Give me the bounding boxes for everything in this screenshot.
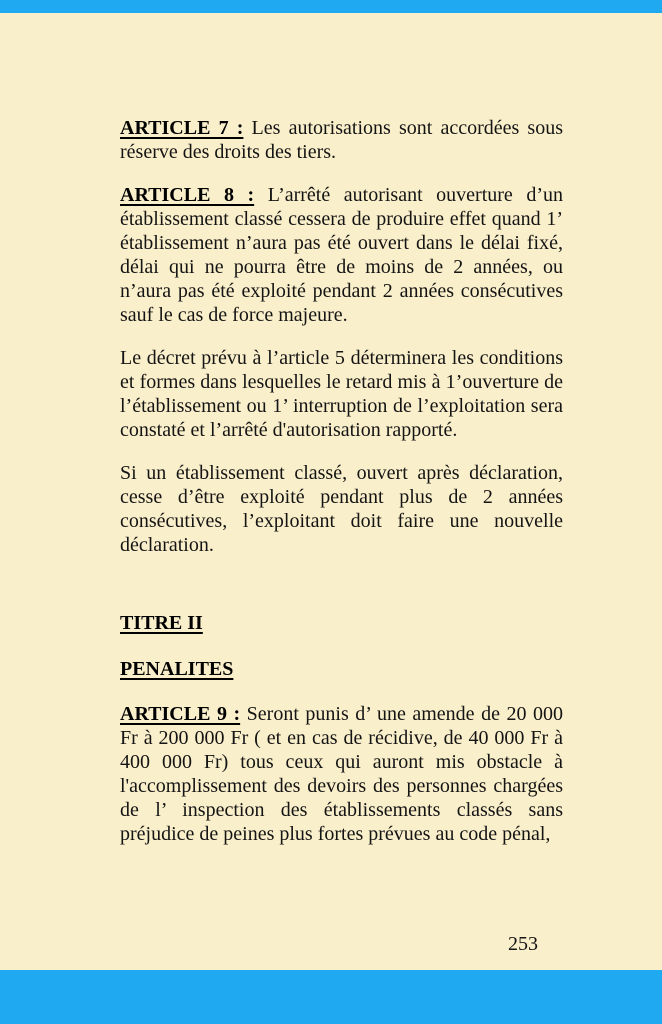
article-7-heading: ARTICLE 7 : [120,117,244,139]
titre-ii-label: TITRE II [120,612,203,634]
article-8-text: L’arrêté autorisant ouverture d’un établissement classé cessera de produire effet quand 1’ établissement n’aura pas été ouvert dans le délai fixé, délai qui ne pourra être de moins de 2 années, ou n’aura pas été exploité pendant 2 années consécutives sauf le cas de force majeure. [120,184,563,326]
page-footer [120,932,563,956]
heading-titre-ii [120,611,563,635]
article-8-heading: ARTICLE 8 : [120,184,255,206]
heading-penalites [120,657,563,681]
paragraph-decret [120,346,563,442]
article-9-text: Seront punis d’ une amende de 20 000 Fr à 200 000 Fr ( et en cas de récidive, de 40 000 Fr à 400 000 Fr) tous ceux qui auront mis obstacle à l'accomplissement des devoirs des personnes chargées de l’ inspection des établissements classés sans préjudice de peines plus fortes prévues au code pénal, [120,703,563,845]
paragraph-article-9 [120,702,563,846]
paragraph-article-8 [120,183,563,327]
article-9-heading: ARTICLE 9 : [120,703,241,725]
bottom-border-bar [0,970,662,1024]
document-body [120,116,563,865]
penalites-label: PENALITES [120,658,234,680]
paragraph-declaration [120,461,563,557]
paragraph-article-7 [120,116,563,164]
declaration-text: Si un établissement classé, ouvert après déclaration, cesse d’être exploité pendant plus de 2 années consécutives, l’exploitant doit faire une nouvelle déclaration. [120,462,563,556]
article-7-text: Les autorisations sont accordées sous réserve des droits des tiers. [120,117,563,163]
decret-text: Le décret prévu à l’article 5 déterminera les conditions et formes dans lesquelles le retard mis à 1’ouverture de l’établissement ou 1’ interruption de l’exploitation sera constaté et l’arrêté d'autorisation rapporté. [120,347,563,441]
page-number: 253 [508,933,538,955]
top-border-bar [0,0,662,13]
